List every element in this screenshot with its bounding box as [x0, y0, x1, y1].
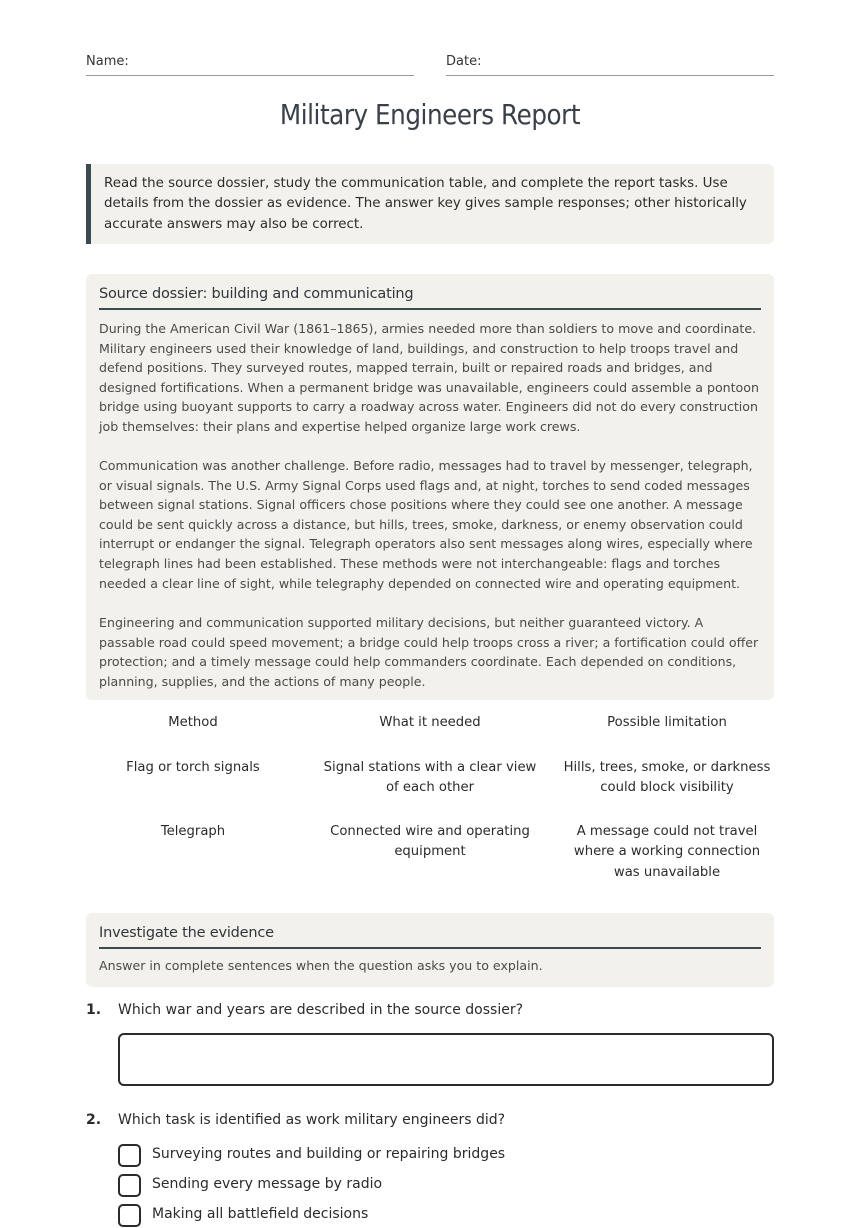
dossier-paragraph-1: During the American Civil War (1861–1865), armies needed more than soldiers to move and coordinate. Military engineers used their knowledge of land, buildings, and construction to help troops travel and defend positions. They surveyed routes, mapped terrain, built or repaired roads and bridges, and designed fortifications. When a permanent bridge was unavailable, engineers could assemble a pontoon bridge using buoyant supports to carry a roadway across water. Engineers did not do every construction job themselves: their plans and expertise helped organize large work crews. — [99, 321, 759, 434]
table-cell: Hills, trees, smoke, or darkness could block visibility — [563, 760, 771, 796]
investigate-instruction: Answer in complete sentences when the question asks you to explain. — [99, 958, 543, 973]
checkbox[interactable] — [118, 1144, 141, 1167]
question-1-answer-box[interactable] — [118, 1033, 774, 1086]
table-header-needed: What it needed — [379, 715, 481, 730]
header-fields — [86, 52, 774, 76]
table-cell: A message could not travel where a working connection was unavailable — [573, 824, 761, 880]
question-2-text: Which task is identified as work military engineers did? — [118, 1112, 506, 1128]
checkbox[interactable] — [118, 1174, 141, 1197]
table-header-method: Method — [168, 715, 218, 730]
table-cell: Signal stations with a clear view of each other — [323, 760, 537, 796]
page-title: Military Engineers Report — [279, 98, 581, 131]
source-dossier — [86, 274, 774, 700]
date-field[interactable] — [446, 52, 774, 76]
question-2-number: 2. — [86, 1112, 102, 1128]
table-header-limitation: Possible limitation — [607, 715, 727, 730]
option-label: Making all battlefield decisions — [152, 1206, 369, 1222]
dossier-paragraph-3: Engineering and communication supported military decisions, but neither guaranteed victory. A passable road could speed movement; a bridge could help troops cross a river; a fortification could offer protection; and a timely message could help commanders coordinate. Each depended on conditions, planning, supplies, and the actions of many people. — [99, 615, 759, 689]
question-1-text: Which war and years are described in the source dossier? — [118, 1002, 524, 1018]
table-cell: Connected wire and operating equipment — [330, 824, 530, 860]
dossier-heading: Source dossier: building and communicating — [99, 286, 761, 310]
table-cell: Flag or torch signals — [126, 760, 260, 775]
name-label: Name: — [86, 54, 129, 69]
instructions-callout — [86, 164, 774, 244]
option-label: Sending every message by radio — [152, 1176, 383, 1192]
date-label: Date: — [446, 54, 482, 69]
question-1-number: 1. — [86, 1002, 102, 1018]
name-field[interactable] — [86, 52, 414, 76]
investigate-section — [86, 913, 774, 987]
instructions-text: Read the source dossier, study the communication table, and complete the report tasks. Use details from the dossier as evidence. The answer key gives sample responses; other historically accurate answers may also be correct. — [104, 176, 747, 232]
dossier-paragraph-2: Communication was another challenge. Before radio, messages had to travel by messenger, telegraph, or visual signals. The U.S. Army Signal Corps used flags and, at night, torches to send coded messages between signal stations. Signal officers chose positions where they could see one another. A message could be sent quickly across a distance, but hills, trees, smoke, darkness, or enemy observation could interrupt or endanger the signal. Telegraph operators also sent messages along wires, especially where telegraph lines had been established. These methods were not interchangeable: flags and torches needed a clear line of sight, while telegraphy depended on connected wire and operating equipment. — [99, 458, 753, 591]
option-label: Surveying routes and building or repairing bridges — [152, 1146, 506, 1162]
investigate-heading: Investigate the evidence — [99, 925, 761, 949]
table-cell: Telegraph — [160, 824, 226, 839]
